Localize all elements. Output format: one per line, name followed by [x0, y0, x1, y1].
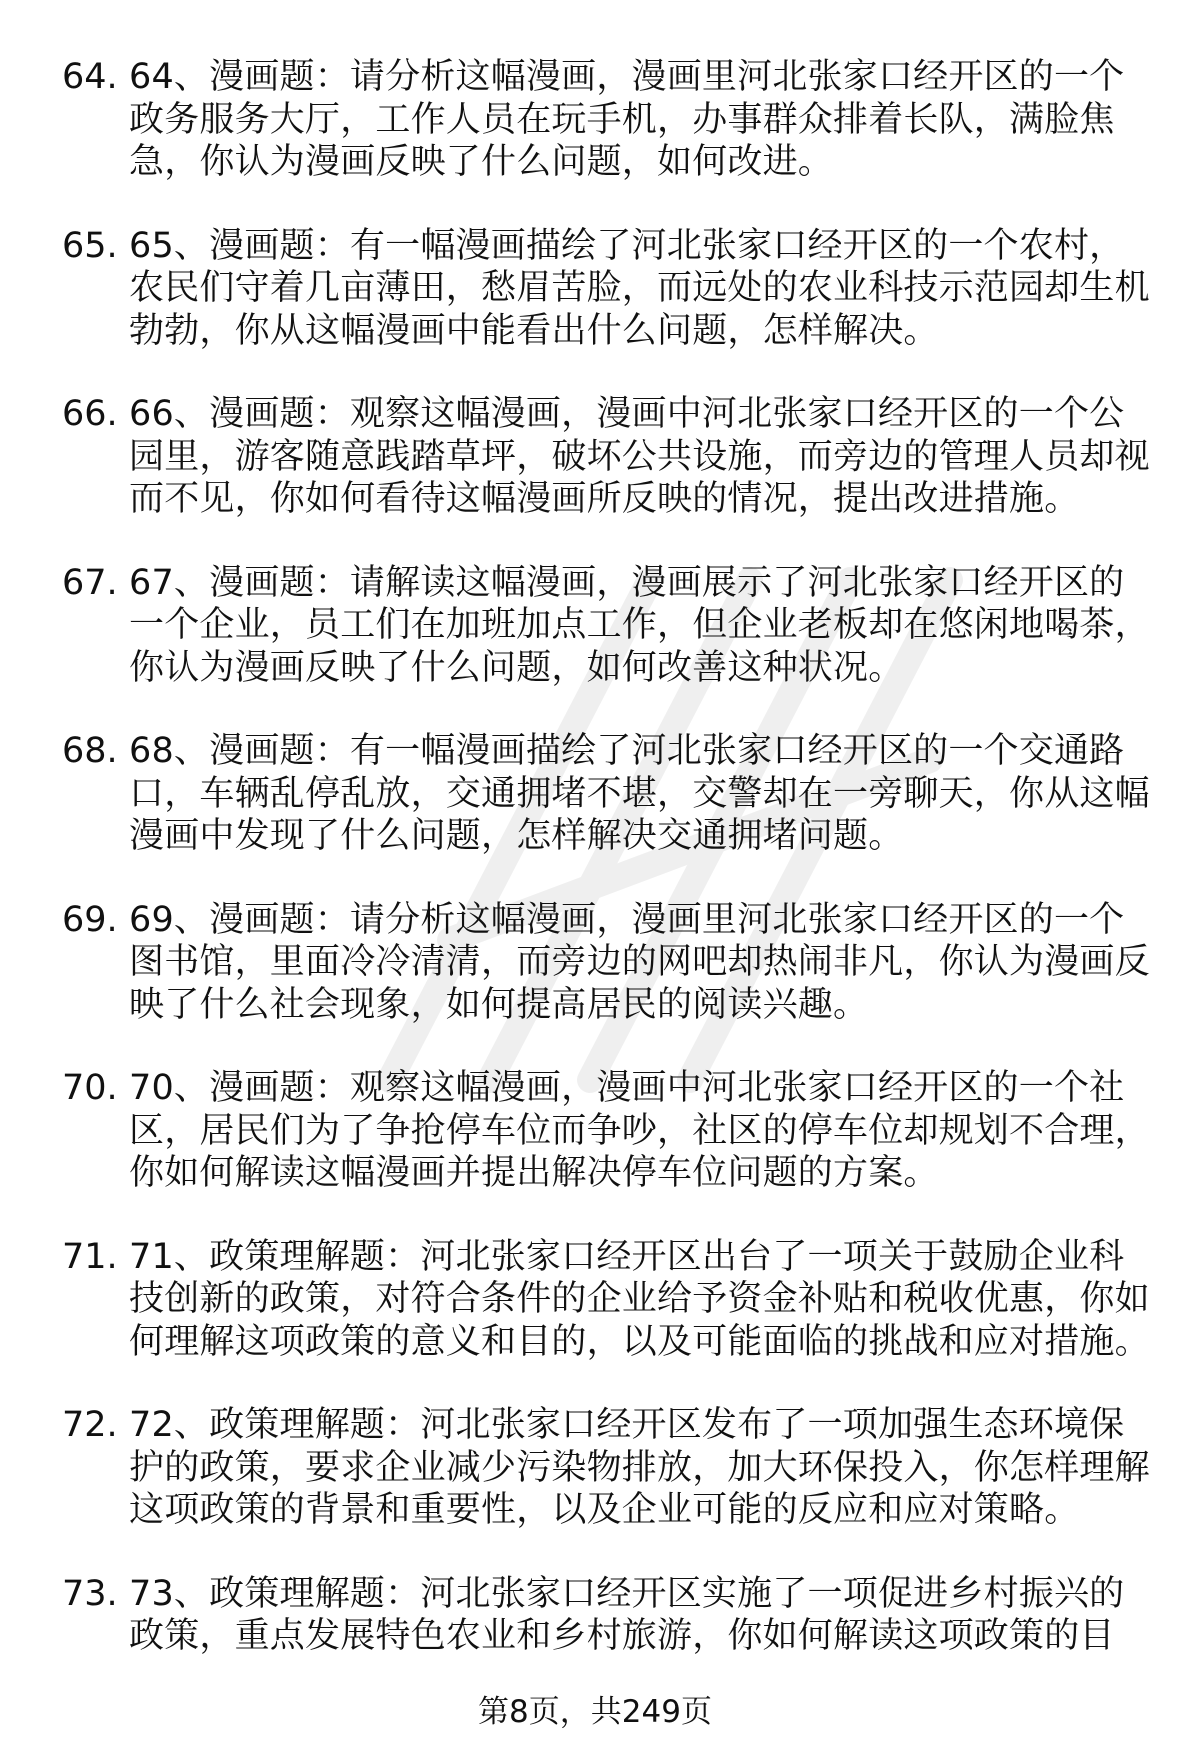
question-item — [62, 225, 1162, 353]
question-number: 67. — [62, 562, 118, 603]
question-number: 65. — [62, 225, 118, 266]
question-text: 69、漫画题：请分析这幅漫画，漫画里河北张家口经开区的一个图书馆，里面冷冷清清，而旁边的网吧却热闹非凡，你认为漫画反映了什么社会现象，如何提高居民的阅读兴趣。 — [129, 899, 1150, 1025]
question-item — [62, 1236, 1162, 1364]
question-text: 66、漫画题：观察这幅漫画，漫画中河北张家口经开区的一个公园里，游客随意践踏草坪，破坏公共设施，而旁边的管理人员却视而不见，你如何看待这幅漫画所反映的情况，提出改进措施。 — [129, 394, 1150, 519]
question-number: 64. — [62, 57, 118, 97]
question-number: 69. — [62, 899, 118, 940]
question-number: 73. — [62, 1573, 118, 1614]
question-number: 72. — [62, 1405, 118, 1445]
question-number: 66. — [62, 394, 118, 434]
question-number: 68. — [62, 731, 118, 771]
page-number-footer: 第8页，共249页 — [478, 1694, 712, 1730]
question-number: 71. — [62, 1236, 118, 1277]
question-text: 73、政策理解题：河北张家口经开区实施了一项促进乡村振兴的政策，重点发展特色农业和乡村旅游，你如何解读这项政策的目 — [129, 1573, 1125, 1656]
question-item — [62, 1067, 1162, 1195]
question-item — [62, 1404, 1162, 1532]
question-text: 65、漫画题：有一幅漫画描绘了河北张家口经开区的一个农村，农民们守着几亩薄田，愁眉苦脸，而远处的农业科技示范园却生机勃勃，你从这幅漫画中能看出什么问题，怎样解决。 — [129, 225, 1150, 351]
question-item — [62, 899, 1162, 1027]
question-list — [62, 56, 1162, 1699]
question-text: 67、漫画题：请解读这幅漫画，漫画展示了河北张家口经开区的一个企业，员工们在加班加点工作，但企业老板却在悠闲地喝茶，你认为漫画反映了什么问题，如何改善这种状况。 — [129, 562, 1150, 688]
question-text: 71、政策理解题：河北张家口经开区出台了一项关于鼓励企业科技创新的政策，对符合条件的企业给予资金补贴和税收优惠，你如何理解这项政策的意义和目的，以及可能面临的挑战和应对措施。 — [129, 1236, 1150, 1362]
question-text: 64、漫画题：请分析这幅漫画，漫画里河北张家口经开区的一个政务服务大厅，工作人员在玩手机，办事群众排着长队，满脸焦急，你认为漫画反映了什么问题，如何改进。 — [129, 57, 1125, 182]
question-item — [62, 562, 1162, 690]
question-item — [62, 730, 1162, 858]
question-item — [62, 56, 1162, 184]
question-item — [62, 1573, 1162, 1658]
question-item — [62, 393, 1162, 521]
question-text: 72、政策理解题：河北张家口经开区发布了一项加强生态环境保护的政策，要求企业减少污染物排放，加大环保投入，你怎样理解这项政策的背景和重要性，以及企业可能的反应和应对策略。 — [129, 1405, 1150, 1530]
question-text: 68、漫画题：有一幅漫画描绘了河北张家口经开区的一个交通路口，车辆乱停乱放，交通拥堵不堪，交警却在一旁聊天，你从这幅漫画中发现了什么问题，怎样解决交通拥堵问题。 — [129, 731, 1150, 856]
question-number: 70. — [62, 1068, 118, 1108]
question-text: 70、漫画题：观察这幅漫画，漫画中河北张家口经开区的一个社区，居民们为了争抢停车位而争吵，社区的停车位却规划不合理，你如何解读这幅漫画并提出解决停车位问题的方案。 — [129, 1068, 1150, 1193]
